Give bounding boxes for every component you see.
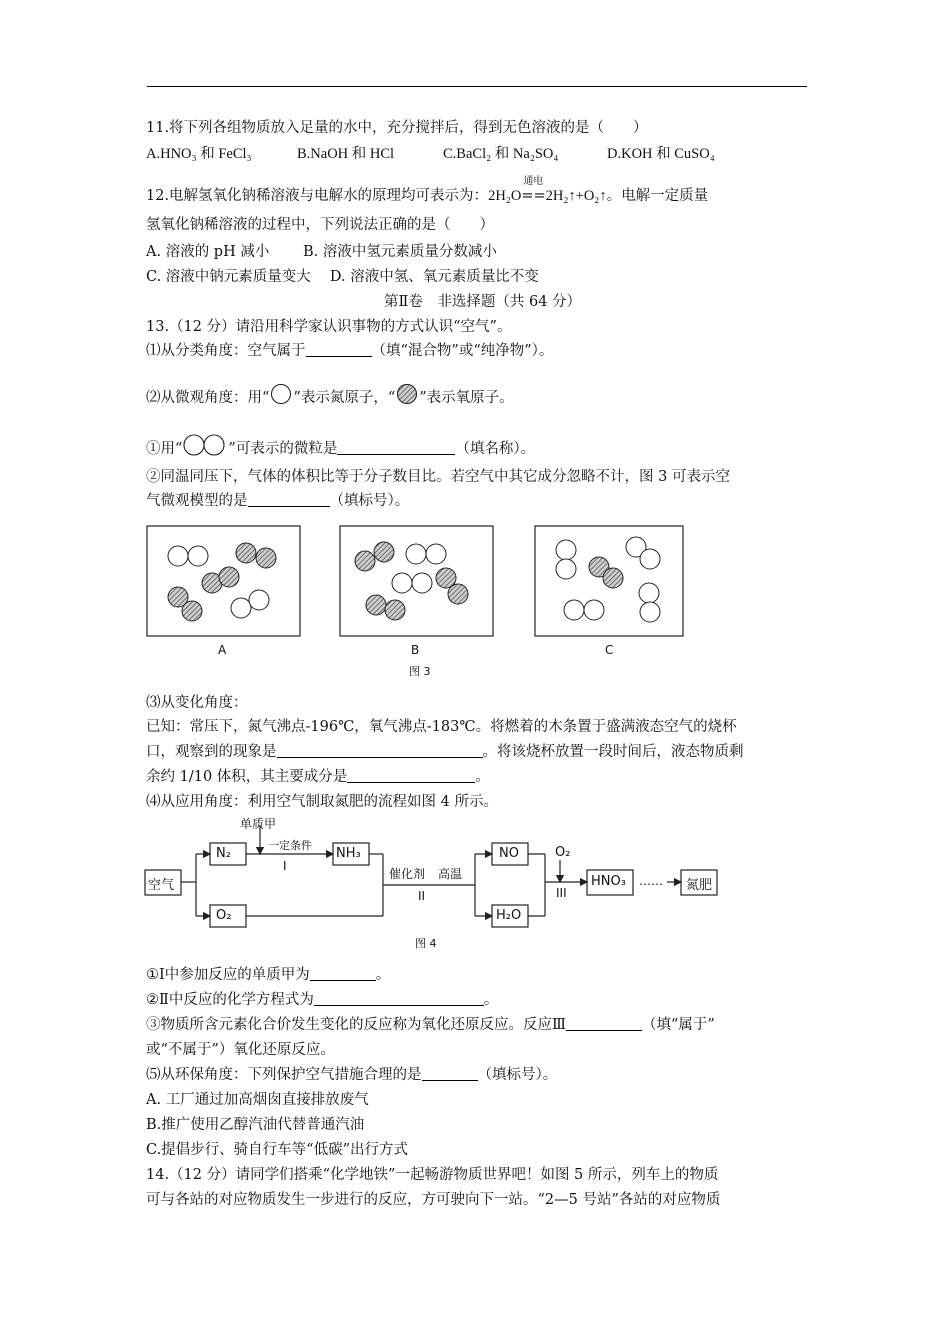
fig4-fertilizer: 氮肥 (686, 878, 713, 893)
fig4-reaction-1: I (283, 859, 287, 873)
header-rule (147, 86, 807, 87)
fig4-no: NO (499, 846, 519, 861)
fig3-caption: 图 3 (409, 665, 431, 678)
oxygen-atom-icon (395, 384, 419, 406)
q12-options-ab: A. 溶液的 pH 减小 B. 溶液中氢元素质量分数减小 (146, 244, 497, 260)
q14-line1: 14.（12 分）请同学们搭乘“化学地铁”一起畅游物质世界吧！如图 5 所示，列车上的物质 (146, 1167, 719, 1183)
q13-part5-option-c: C.提倡步行、骑自行车等“低碳”出行方式 (146, 1142, 409, 1158)
q13-part4-sub3-line2: 或“不属于”）氧化还原反应。 (146, 1042, 335, 1058)
fig4-o2: O₂ (216, 908, 232, 923)
q13-part4-title: ⑷从应用角度：利用空气制取氮肥的流程如图 4 所示。 (146, 794, 498, 810)
fig4-condition: 一定条件 (268, 839, 312, 852)
fig4-hno3: HNO₃ (591, 874, 626, 889)
q12-stem-line2: 氢氧化钠稀溶液的过程中，下列说法正确的是（ ） (146, 217, 494, 233)
answer-blank[interactable] (306, 342, 372, 357)
q13-part5-option-b: B.推广使用乙醇汽油代替普通汽油 (146, 1117, 365, 1133)
q13-part3-line2: 口，观察到的现象是 。将该烧杯放置一段时间后，液态物质剩 (146, 744, 744, 760)
option-c-box (535, 526, 683, 636)
fig3-label-c: C (605, 643, 614, 657)
q13-part3-line3: 余约 1/10 体积，其主要成分是 。 (146, 769, 490, 785)
answer-blank[interactable] (310, 966, 376, 981)
fig4-nh3: NH₃ (336, 846, 361, 861)
fig4-dots: …… (639, 874, 663, 888)
q11-option-c: C.BaCl₂ 和 Na₂SO₄ (443, 146, 559, 162)
q11-option-a: A.HNO₃ 和 FeCl₃ (146, 146, 252, 162)
nitrogen-atom-icon (269, 384, 293, 406)
answer-blank[interactable] (314, 991, 484, 1006)
q13-sub2-line1: ②同温同压下，气体的体积比等于分子数目比。若空气中其它成分忽略不计，图 3 可表示空 (146, 469, 730, 485)
nitrogen-molecule-icon (182, 434, 228, 458)
fig4-reaction-3: III (556, 886, 567, 900)
q12-stem-line1: 12.电解氢氧化钠稀溶液与电解水的原理均可表示为：2H₂O 通电 ==2H₂↑+O₂↑。电解一定质量 (146, 176, 709, 204)
q13-part5: ⑸从环保角度：下列保护空气措施合理的是 （填标号）。 (146, 1067, 558, 1083)
option-b-box (340, 526, 493, 636)
q11-stem: 11.将下列各组物质放入足量的水中，充分搅拌后，得到无色溶液的是（ ） (146, 120, 648, 136)
q13-part1: ⑴从分类角度：空气属于 （填“混合物”或“纯净物”）。 (146, 343, 554, 359)
q13-sub1: ①用“ ”可表示的微粒是 （填名称）。 (146, 434, 535, 458)
fig4-air: 空气 (148, 878, 175, 893)
fig4-catalyst: 催化剂 (389, 867, 426, 881)
q13-part4-sub3-line1: ③物质所含元素化合价发生变化的反应称为氧化还原反应。反应Ⅲ （填“属于” (146, 1017, 715, 1033)
fig4-caption: 图 4 (415, 937, 437, 950)
q13-part2: ⑵从微观角度：用“ ”表示氮原子，“ ”表示氧原子。 (146, 384, 514, 407)
fig3-label-b: B (411, 643, 420, 657)
figure-3 (140, 520, 820, 680)
fig4-n2: N₂ (216, 846, 231, 861)
q11-option-b: B.NaOH 和 HCl (297, 146, 395, 162)
answer-blank[interactable] (277, 743, 483, 758)
answer-blank[interactable] (347, 768, 475, 783)
q13-part4-sub2: ②Ⅱ中反应的化学方程式为 。 (146, 992, 499, 1008)
q13-sub2-line2: 气微观模型的是 （填标号）。 (146, 493, 410, 509)
fig3-label-a: A (218, 643, 227, 657)
q13-stem: 13.（12 分）请沿用科学家认识事物的方式认识“空气”。 (146, 319, 512, 335)
answer-blank[interactable] (422, 1066, 478, 1081)
q13-part5-option-a: A. 工厂通过加高烟囱直接排放废气 (146, 1092, 369, 1108)
q12-options-cd: C. 溶液中钠元素质量变大 D. 溶液中氢、氧元素质量比不变 (146, 269, 539, 285)
fig4-h2o: H₂O (496, 908, 522, 923)
answer-blank[interactable] (337, 440, 455, 455)
answer-blank[interactable] (248, 492, 330, 507)
fig4-reaction-2: II (418, 889, 426, 903)
section-title: 第Ⅱ卷 非选择题（共 64 分） (384, 294, 582, 310)
q13-part3-title: ⑶从变化角度： (146, 695, 248, 711)
fig4-element-a: 单质甲 (240, 817, 277, 831)
fig4-o2-top: O₂ (555, 845, 571, 860)
q14-line2: 可与各站的对应物质发生一步进行的反应，方可驶向下一站。“2—5 号站”各站的对应物质 (146, 1192, 721, 1208)
q13-part3-line1: 已知：常压下，氮气沸点-196℃，氧气沸点-183℃。将燃着的木条置于盛满液态空气的烧杯 (146, 719, 737, 735)
q13-part4-sub1: ①Ⅰ中参加反应的单质甲为 。 (146, 967, 391, 983)
answer-blank[interactable] (566, 1016, 642, 1031)
fig4-high-temp: 高温 (438, 867, 463, 881)
q11-option-d: D.KOH 和 CuSO₄ (607, 146, 715, 162)
option-a-box (147, 526, 300, 636)
